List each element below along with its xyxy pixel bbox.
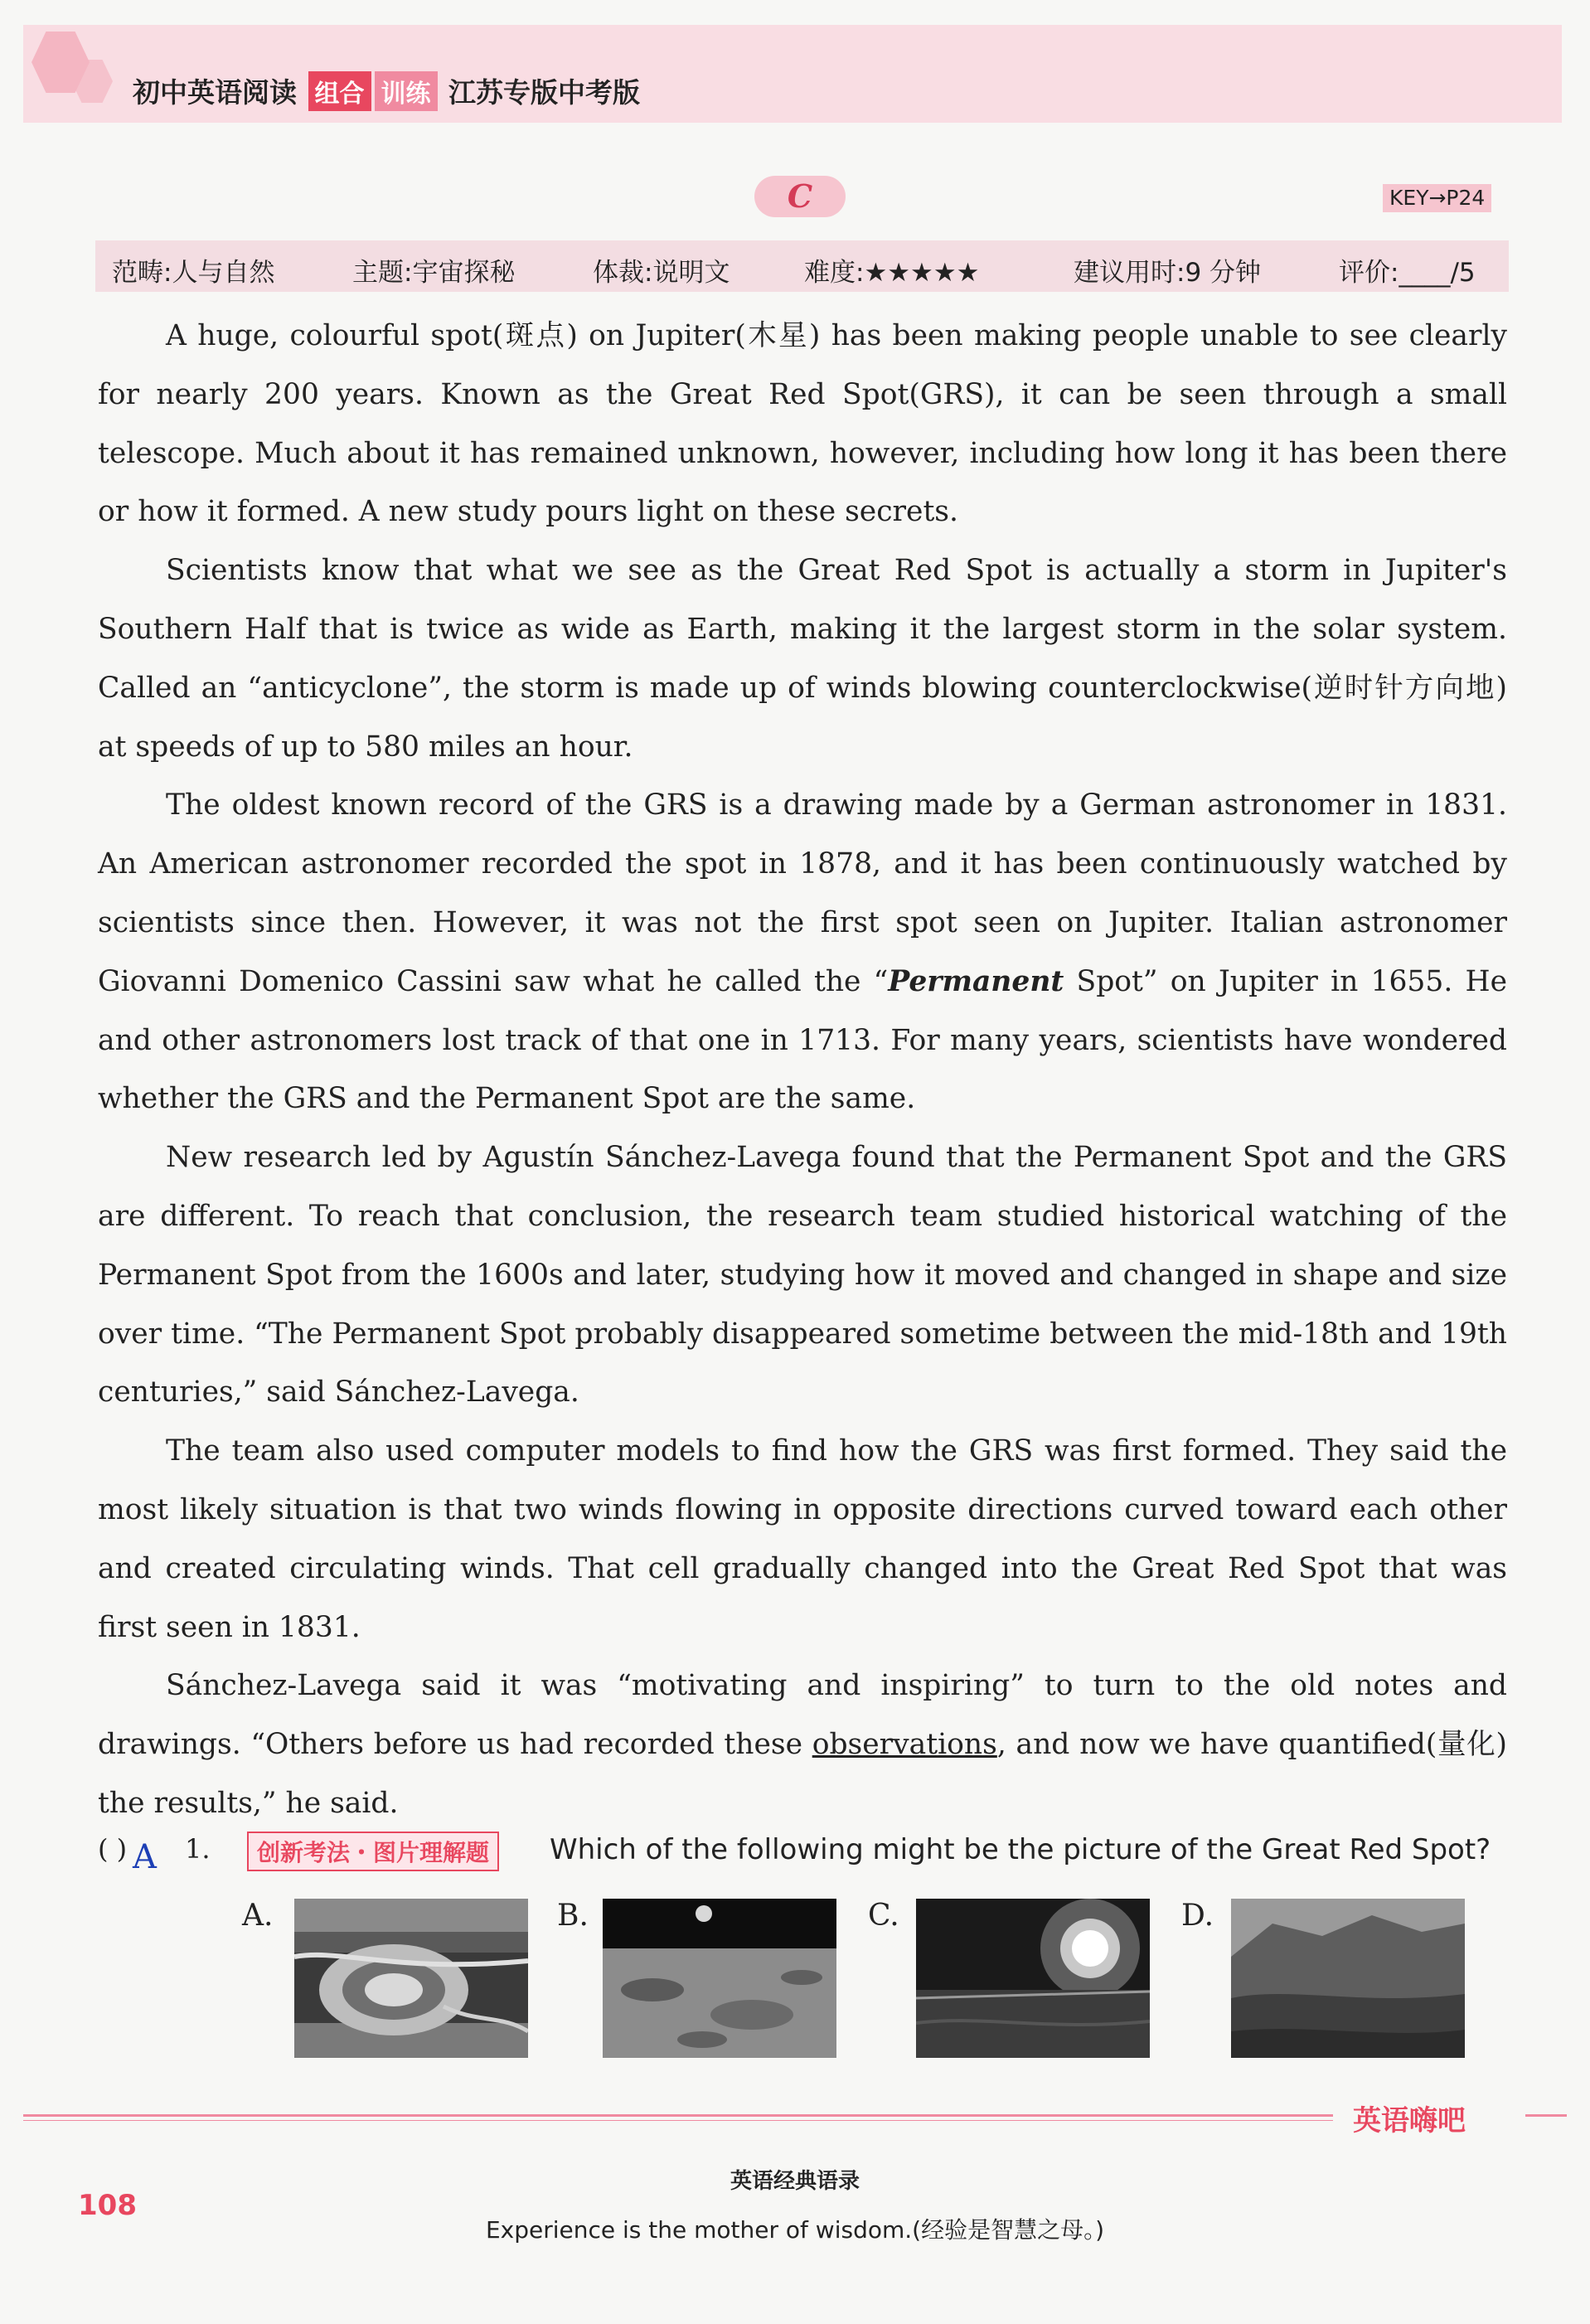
emphasis-word: Permanent xyxy=(888,964,1064,998)
option-b-letter: B. xyxy=(557,1899,589,1933)
passage-meta-bar xyxy=(95,240,1509,292)
quote-title: 英语经典语录 xyxy=(730,2169,860,2194)
paragraph-5: The team also used computer models to find how the GRS was first formed. They said the most likely situation is that two winds flowing in opposite directions curved toward each other and created circulating winds. That cell gradually changed into the Great Red Spot that was first seen in 1831. xyxy=(98,1434,1507,1644)
option-b-moon-image[interactable] xyxy=(603,1899,836,2058)
page-number: 108 xyxy=(78,2189,137,2222)
series-tag: 组合 xyxy=(308,71,371,111)
reading-passage xyxy=(98,307,1507,1833)
meta-category: 范畴:人与自然 xyxy=(112,258,275,288)
meta-difficulty: 难度:★★★★★ xyxy=(804,258,980,288)
series-prefix: 初中英语阅读 xyxy=(133,76,297,109)
footer-brand: 英语嗨吧 xyxy=(1353,2104,1466,2137)
paragraph-text: , and now we have quantified(量化) the results,” he said. xyxy=(98,1728,1507,1820)
paragraph-text: Sánchez-Lavega said it was “motivating and inspiring” to turn to the old notes and drawings. “Others before us had recorded these xyxy=(98,1669,1507,1762)
option-c-letter: C. xyxy=(868,1899,899,1933)
paragraph-6 xyxy=(98,1657,1507,1832)
book-series-title xyxy=(133,71,640,111)
footer-divider xyxy=(1525,2114,1567,2117)
meta-genre: 体裁:说明文 xyxy=(593,258,730,288)
footer-divider xyxy=(23,2120,1333,2121)
footer-divider xyxy=(23,2114,1333,2117)
question-number: 1. xyxy=(185,1833,211,1865)
series-tag: 训练 xyxy=(375,71,438,111)
answer-blank: ( ) xyxy=(98,1833,128,1865)
option-d-desert-image[interactable] xyxy=(1231,1899,1465,2058)
series-suffix: 江苏专版中考版 xyxy=(448,76,640,109)
option-a-jupiter-image[interactable] xyxy=(294,1899,528,2058)
section-letter: C xyxy=(754,176,846,217)
meta-suggested-time: 建议用时:9 分钟 xyxy=(1074,258,1262,288)
answer-key-ref: KEY→P24 xyxy=(1383,184,1491,212)
paragraph-2: Scientists know that what we see as the Great Red Spot is actually a storm in Jupiter's Southern Half that is twice as wide as Earth, making it the largest storm in the solar system. Called an “anticyclone”, the storm is made up of winds blowing counterclockwise(逆时针方向地) at speeds of up to 580 miles an hour. xyxy=(98,554,1507,764)
option-a-letter: A. xyxy=(242,1899,274,1933)
paragraph-text: Spot” on Jupiter in 1655. He and other astronomers lost track of that one in 1713. For many years, scientists have wondered whether the GRS and the Permanent Spot are the same. xyxy=(98,964,1508,1116)
meta-score: 评价:____/5 xyxy=(1339,258,1476,288)
paragraph-text: The oldest known record of the GRS is a drawing made by a German astronomer in 1831. An American astronomer recorded the spot in 1878, and it has been continuously watched by scientists since then. However, it was not the first spot seen on Jupiter. Italian astronomer Giovanni Domenico Cassini saw what he called the “ xyxy=(98,788,1507,998)
meta-theme: 主题:宇宙探秘 xyxy=(352,258,516,288)
question-1 xyxy=(98,1828,1524,1878)
paragraph-1: A huge, colourful spot(斑点) on Jupiter(木星) has been making people unable to see clearly for nearly 200 years. Known as the Great Red Spot(GRS), it can be seen through a small telescope. Much about it has remained unknown, however, including how long it has been there or how it formed. A new study pours light on these secrets. xyxy=(98,319,1507,529)
underlined-word: observations xyxy=(812,1728,997,1762)
paragraph-4: New research led by Agustín Sánchez-Lavega found that the Permanent Spot and the GRS are different. To reach that conclusion, the research team studied historical watching of the Permanent Spot from the 1600s and later, studying how it moved and changed in shape and size over time. “The Permanent Spot probably disappeared sometime between the mid-18th and 19th centuries,” said Sánchez-Lavega. xyxy=(98,1141,1507,1409)
option-d-letter: D. xyxy=(1181,1899,1214,1933)
option-c-sunrise-image[interactable] xyxy=(916,1899,1150,2058)
question-text: Which of the following might be the picture of the Great Red Spot? xyxy=(550,1833,1491,1866)
paragraph-3 xyxy=(98,776,1507,1128)
quote-text: Experience is the mother of wisdom.(经验是智慧之母。) xyxy=(485,2216,1105,2244)
handwritten-answer: A xyxy=(133,1838,157,1876)
question-type-tag: 创新考法・图片理解题 xyxy=(247,1832,499,1871)
